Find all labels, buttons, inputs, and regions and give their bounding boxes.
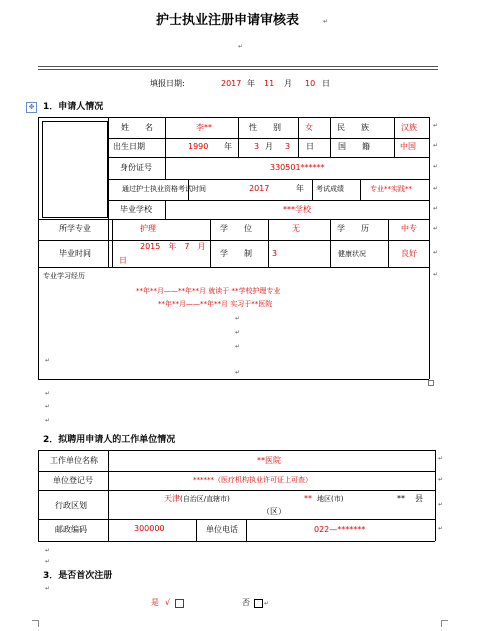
value-reg-no: ******（医疗机构执业许可证上可查）	[193, 476, 312, 484]
value-school: ***学校	[283, 205, 311, 214]
value-unit-name: **医院	[257, 456, 281, 465]
option-yes-checkbox[interactable]	[175, 599, 184, 608]
birth-year: 1990	[188, 142, 209, 151]
separator-line	[38, 66, 438, 67]
label-schooling: 学 制	[220, 249, 252, 258]
label-health: 健康状况	[338, 250, 366, 258]
birth-year-unit: 年	[224, 142, 232, 151]
birth-day: 3	[285, 142, 291, 151]
fill-month: 11	[264, 79, 275, 88]
label-name: 姓 名	[121, 123, 153, 132]
option-no-checkbox[interactable]	[254, 599, 263, 608]
experience-line-2: **年**月——**年**月 实习于**医院	[158, 300, 273, 308]
birth-day-unit: 日	[306, 142, 314, 151]
paragraph-mark: ↵	[323, 18, 329, 25]
label-reg-no: 单位登记号	[53, 476, 93, 485]
paragraph-mark: ↵	[238, 43, 244, 50]
label-education: 学 历	[337, 224, 369, 233]
value-degree: 无	[292, 224, 300, 233]
value-major: 护理	[140, 224, 156, 233]
page-corner-mark	[32, 620, 39, 627]
grad-time-line2: 日	[119, 256, 127, 265]
value-schooling: 3	[272, 249, 278, 258]
region-district: **	[304, 494, 312, 503]
label-native: 国 籍	[338, 142, 370, 151]
label-id: 身份证号	[120, 163, 152, 172]
exam-year-unit: 年	[296, 184, 304, 193]
exam-year: 2017	[249, 184, 270, 193]
photo-placeholder	[42, 121, 108, 218]
table-resize-handle[interactable]	[428, 380, 434, 386]
label-gender: 性 别	[249, 123, 281, 132]
birth-month-unit: 月	[265, 142, 273, 151]
label-school: 毕业学校	[120, 205, 152, 214]
region-area: （区）	[262, 507, 286, 516]
fill-day: 10	[305, 79, 316, 88]
region-county: **	[397, 494, 405, 503]
label-region: 行政区划	[55, 501, 87, 510]
month-unit: 月	[284, 79, 292, 88]
label-phone: 单位电话	[206, 525, 238, 534]
value-phone: 022—*******	[314, 525, 366, 534]
value-exam-score: 专业**实践**	[370, 185, 412, 193]
region-city-note: (自治区/直辖市)	[180, 495, 230, 503]
label-birth: 出生日期	[113, 142, 145, 151]
value-native: 中国	[400, 142, 416, 151]
option-yes-checkmark: √	[165, 598, 171, 607]
day-unit: 日	[322, 79, 330, 88]
value-postcode: 300000	[134, 524, 165, 533]
value-id: 330501******	[270, 163, 325, 172]
birth-month: 3	[254, 142, 260, 151]
label-exam-score: 考试成绩	[316, 185, 344, 193]
section1-heading: 1．申请人情况	[43, 102, 104, 112]
region-district-note: 地区(市)	[317, 495, 344, 503]
table-move-handle-icon[interactable]: ✥	[26, 102, 37, 113]
label-grad-time: 毕业时间	[59, 249, 91, 258]
option-no-label: 否	[242, 598, 250, 607]
value-health: 良好	[401, 249, 417, 258]
label-unit-name: 工作单位名称	[50, 456, 98, 465]
value-gender: 女	[305, 123, 313, 132]
grad-time-line1: 2015 年 7 月	[140, 242, 206, 251]
option-yes-label: 是	[151, 598, 159, 607]
label-exam-time: 通过护士执业资格考试时间	[122, 185, 206, 193]
separator-line	[38, 69, 438, 70]
region-city: 天津	[164, 494, 180, 503]
section2-heading: 2．拟聘用申请人的工作单位情况	[43, 435, 176, 445]
page-title: 护士执业注册申请审核表	[156, 13, 300, 28]
value-name: 李**	[196, 123, 212, 132]
page-corner-mark	[441, 620, 448, 627]
region-county-note: 县	[415, 494, 423, 503]
fill-date-label: 填报日期:	[150, 79, 185, 88]
label-degree: 学 位	[220, 224, 252, 233]
label-major: 所学专业	[59, 224, 91, 233]
section3-heading: 3．是否首次注册	[43, 571, 113, 581]
year-unit: 年	[247, 79, 255, 88]
label-experience: 专业学习经历	[43, 272, 85, 280]
label-ethnicity: 民 族	[337, 123, 369, 132]
experience-line-1: **年**月——**年**月 就读于 **学校护理专业	[136, 287, 281, 295]
value-ethnicity: 汉族	[401, 123, 417, 132]
label-postcode: 邮政编码	[55, 525, 87, 534]
fill-year: 2017	[221, 79, 242, 88]
value-education: 中专	[401, 224, 417, 233]
